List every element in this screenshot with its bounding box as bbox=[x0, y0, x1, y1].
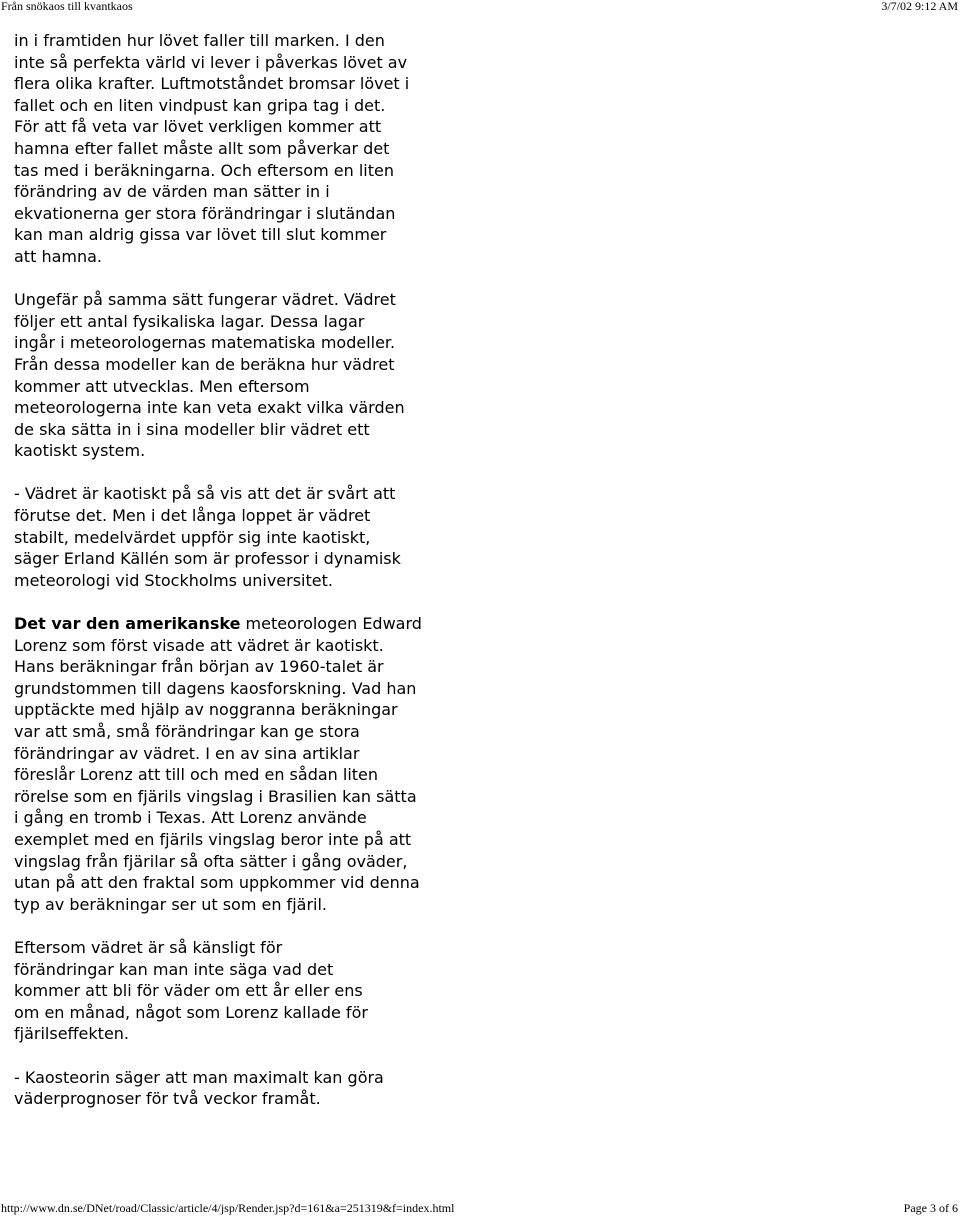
print-header-title: Från snökaos till kvantkaos bbox=[1, 0, 133, 13]
article-paragraph bbox=[14, 613, 422, 915]
article-paragraph: - Vädret är kaotiskt på så vis att det är svårt att förutse det. Men i det långa loppet är vädret stabilt, medelvärdet uppför sig inte kaotiskt, säger Erland Källén som är professor i dynamisk meteorologi vid Stockholms universitet. bbox=[14, 484, 401, 590]
article-paragraph: - Kaosteorin säger att man maximalt kan göra väderprognoser för två veckor framåt. bbox=[14, 1067, 384, 1109]
article-body bbox=[14, 30, 434, 1110]
print-footer-url: http://www.dn.se/DNet/road/Classic/article/4/jsp/Render.jsp?d=161&a=251319&f=index.html bbox=[1, 1201, 455, 1215]
article-paragraph: Eftersom vädret är så känsligt för förändringar kan man inte säga vad det kommer att bli för väder om ett år eller ens om en månad, något som Lorenz kallade för fjärilseffekten. bbox=[14, 937, 368, 1044]
article-paragraph: in i framtiden hur lövet faller till marken. I den inte så perfekta värld vi lever i påverkas lövet av flera olika krafter. Luftmotståndet bromsar lövet i fallet och en liten vindpust kan gripa tag i det. För att få veta var lövet verkligen kommer att hamna efter fallet måste allt som påverkar det tas med i beräkningarna. Och eftersom en liten förändring av de värden man sätter in i ekvationerna ger stora förändringar i slutändan kan man aldrig gissa var lövet till slut kommer att hamna. bbox=[14, 31, 410, 266]
print-footer-page-number: Page 3 of 6 bbox=[903, 1201, 958, 1215]
paragraph-text: meteorologen Edward Lorenz som först visade att vädret är kaotiskt. Hans beräkningar från början av 1960-talet är grundstommen till dagens kaosforskning. Vad han upptäckte med hjälp av noggranna beräkningar var att små, små förändringar kan ge stora förändringar av vädret. I en av sina artiklar föreslår Lorenz att till och med en sådan liten rörelse som en fjärils vingslag i Brasilien kan sätta i gång en tromb i Texas. Att Lorenz använde exemplet med en fjärils vingslag beror inte på att vingslag från fjärilar så ofta sätter i gång oväder, utan på att den fraktal som uppkommer vid denna typ av beräkningar ser ut som en fjäril. bbox=[14, 614, 422, 914]
article-paragraph: Ungefär på samma sätt fungerar vädret. Vädret följer ett antal fysikaliska lagar. Dessa lagar ingår i meteorologernas matematiska modeller. Från dessa modeller kan de beräkna hur vädret kommer att utvecklas. Men eftersom meteorologerna inte kan veta exakt vilka värden de ska sätta in i sina modeller blir vädret ett kaotiskt system. bbox=[14, 290, 405, 461]
print-header-datetime: 3/7/02 9:12 AM bbox=[881, 0, 958, 13]
paragraph-lead-bold: Det var den amerikanske bbox=[14, 614, 241, 634]
